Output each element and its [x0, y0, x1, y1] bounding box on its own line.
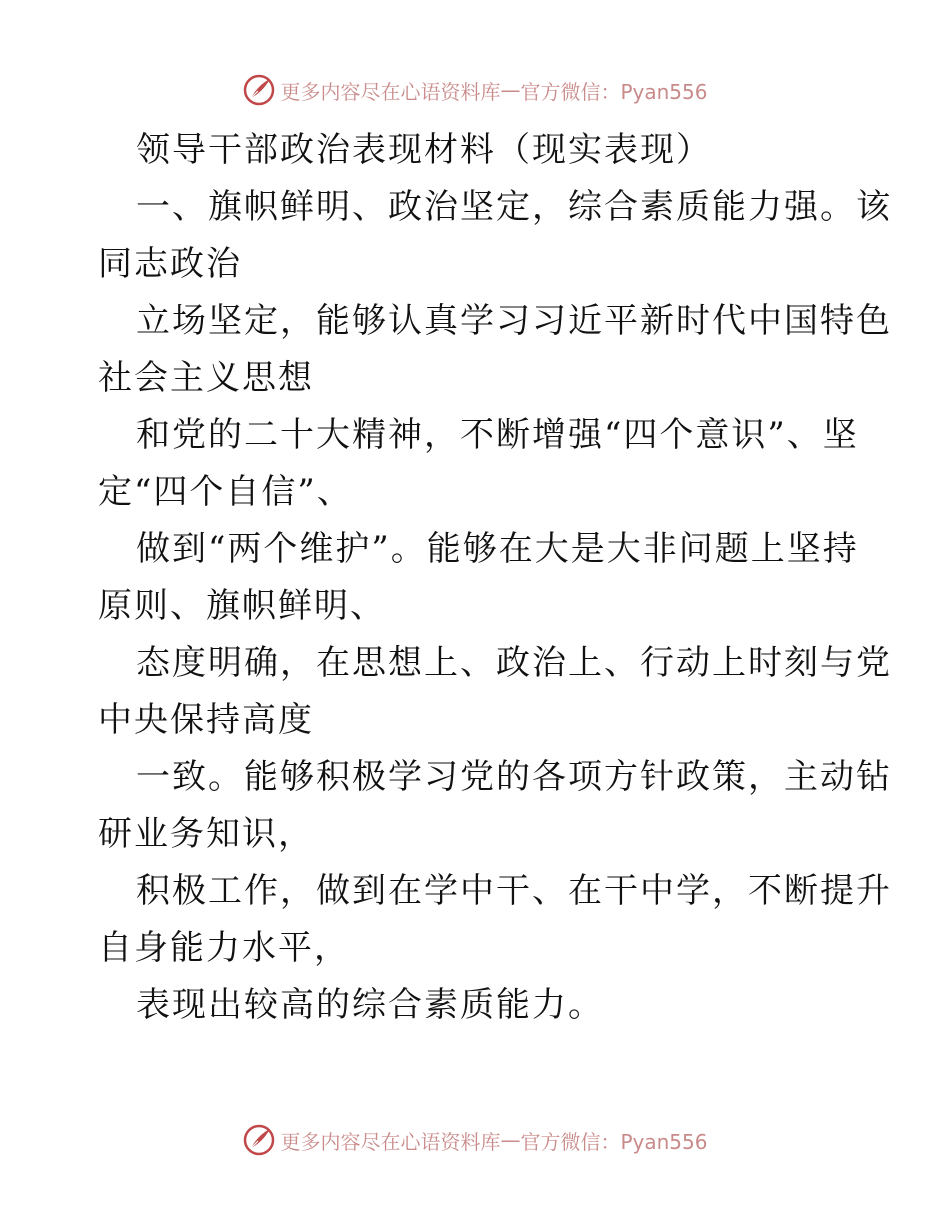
document-body: [98, 122, 892, 1034]
paragraph-line: 一致。能够积极学习党的各项方针政策，主动钻: [136, 757, 892, 797]
paragraph-line: 原则、旗帜鲜明、: [98, 586, 386, 626]
paragraph-line: 社会主义思想: [98, 358, 314, 398]
paragraph-line: 态度明确，在思想上、政治上、行动上时刻与党: [136, 643, 892, 683]
feather-pen-icon: [242, 73, 276, 107]
footer-watermark: [0, 1120, 950, 1160]
watermark-contact: 官方微信：Pyan556: [520, 1129, 708, 1154]
paragraph-line: 中央保持高度: [98, 700, 314, 740]
paragraph-line: 表现出较高的综合素质能力。: [136, 985, 604, 1025]
paragraph-line: 立场坚定，能够认真学习习近平新时代中国特色: [136, 301, 892, 341]
watermark-text: 更多内容尽在心语资料库: [280, 1129, 501, 1154]
paragraph-line: 研业务知识，: [98, 814, 314, 854]
paragraph-line: 积极工作，做到在学中干、在干中学，不断提升: [136, 871, 892, 911]
watermark-separator: —: [500, 78, 521, 102]
paragraph-line: 和党的二十大精神，不断增强“四个意识”、坚: [136, 415, 859, 455]
paragraph-line: 同志政治: [98, 244, 242, 284]
header-watermark: [0, 70, 950, 110]
paragraph-line: 自身能力水平，: [98, 928, 350, 968]
feather-pen-icon: [242, 1123, 276, 1157]
paragraph-line: 一、旗帜鲜明、政治坚定，综合素质能力强。该: [136, 187, 892, 227]
watermark-separator: —: [500, 1128, 521, 1152]
paragraph-line: 定“四个自信”、: [98, 472, 353, 512]
document-title: 领导干部政治表现材料（现实表现）: [136, 130, 712, 170]
watermark-text: 更多内容尽在心语资料库: [280, 79, 501, 104]
watermark-contact: 官方微信：Pyan556: [520, 79, 708, 104]
paragraph-line: 做到“两个维护”。能够在大是大非问题上坚持: [136, 529, 859, 569]
